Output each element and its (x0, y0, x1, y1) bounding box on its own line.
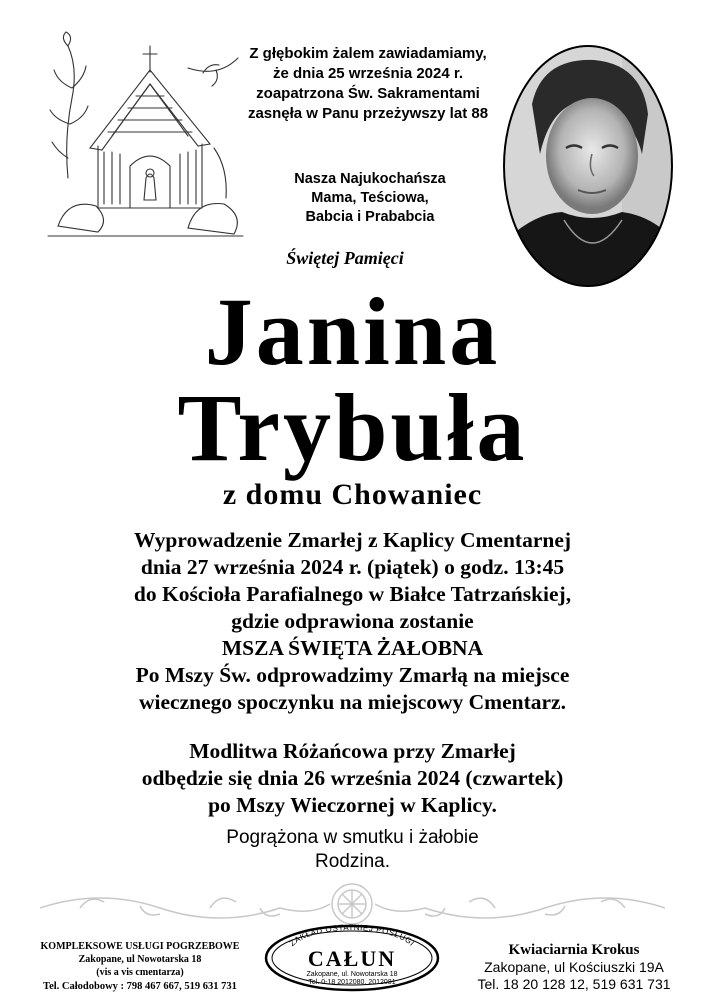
funeral-info-text: Wyprowadzenie Zmarłej z Kaplicy Cmentarnej dnia 27 września 2024 r. (piątek) o godz. 13:45 do Kościoła Parafialnego w Białce Tatrzańskiej, gdzie odprawiona zostanie MSZA ŚWIĘTA ŻAŁOBNA Po Mszy Św. odprowadzimy Zmarłą na miejsce wiecznego spoczynku na miejscowy Cmentarz. (133, 528, 572, 714)
deceased-last-name: Trybuła (177, 374, 528, 481)
logo-address: Zakopane, ul. Nowotarska 18 (306, 971, 398, 978)
funeral-services-phone: Tel. Całodobowy : 798 467 667, 519 631 731 (43, 981, 237, 992)
rosary-info-text: Modlitwa Różańcowa przy Zmarłej odbędzie się dnia 26 września 2024 (czwartek) po Mszy Wieczornej w Kaplicy. (141, 739, 564, 817)
funeral-services-title: KOMPLEKSOWE USŁUGI POGRZEBOWE (40, 941, 240, 952)
mourning-family-text: Pogrążona w smutku i żałobie Rodzina. (226, 827, 479, 872)
florist-name: Kwiaciarnia Krokus (508, 942, 640, 958)
logo-arc-text: ZAKŁAD OSTATNIEJ POSŁUGI (287, 922, 417, 949)
intro-text: Z głębokim żalem zawiadamiamy, że dnia 25 września 2024 r. zoapatrzona Św. Sakramentami zasnęła w Panu przeżywszy lat 88 (247, 45, 489, 122)
funeral-services-address: Zakopane, ul Nowotarska 18 (78, 954, 202, 965)
family-roles-text: Nasza Najukochańsza Mama, Teściowa, Babcia i Prababcia (294, 171, 446, 225)
holy-memory-label: Świętej Pamięci (286, 248, 404, 268)
portrait-photo (502, 44, 674, 288)
funeral-services-info (10, 940, 270, 993)
deceased-maiden-name: z domu Chowaniec (222, 478, 483, 511)
logo-phone: Tel. 0-18 2012080, 2012081 (308, 979, 396, 986)
florist-phone: Tel. 18 20 128 12, 519 631 731 (477, 976, 671, 992)
florist-info (448, 942, 700, 993)
florist-address: Zakopane, ul Kościuszki 19A (484, 959, 664, 975)
deceased-first-name: Janina (204, 278, 501, 385)
funeral-services-note: (vis a vis cmentarza) (96, 967, 184, 978)
logo-name: CAŁUN (307, 946, 397, 971)
calun-logo (262, 920, 442, 992)
chapel-sketch-icon (38, 28, 248, 243)
